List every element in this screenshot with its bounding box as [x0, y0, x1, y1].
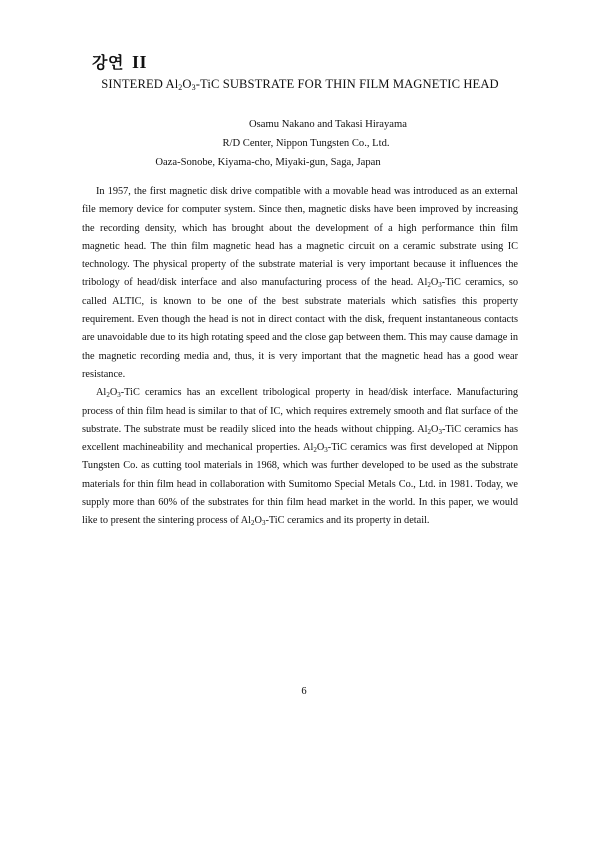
paragraph-text: O	[431, 423, 439, 435]
paragraph-2	[82, 384, 518, 530]
paragraph-text: Al	[96, 387, 107, 399]
paragraph-text: -TiC ceramics and its property in detail.	[265, 515, 430, 527]
subscript: 2	[313, 446, 317, 455]
abstract-body	[82, 183, 518, 531]
author-address: Oaza-Sonobe, Kiyama-cho, Miyaki-gun, Saga, Japan	[155, 157, 381, 168]
paragraph-text: O	[316, 442, 325, 454]
subscript: 3	[117, 391, 121, 400]
title-subscript: 3	[191, 83, 196, 92]
subscript: 3	[324, 446, 328, 455]
paragraph-text: In 1957, the first magnetic disk drive compatible with a movable head was introduced as an external file memory device for computer system. Since then, magnetic disks have been improved by increasing the recording density, which has brought about the development of a high performance thin film magnetic head. The thin film magnetic head has a magnetic circuit on a ceramic substrate using IC technology. The physical property of the substrate material is very important because it influences the tribology of head/disk interface and also manufacturing process of the head. Al	[82, 186, 518, 289]
page-number: 6	[301, 686, 307, 697]
subscript: 3	[438, 281, 442, 290]
subscript: 3	[261, 519, 266, 528]
paragraph-text: O	[430, 277, 439, 289]
subscript: 2	[427, 427, 432, 436]
author-affiliation: R/D Center, Nippon Tungsten Co., Ltd.	[222, 138, 390, 149]
paragraph-text: -TiC ceramics has excellent machineability and mechanical properties. Al	[82, 423, 519, 454]
paragraph-1	[82, 183, 518, 384]
title-text: -TiC SUBSTRATE FOR THIN FILM MAGNETIC HEAD	[195, 77, 499, 91]
lecture-number: II	[132, 52, 148, 72]
title-text: O	[182, 77, 192, 91]
subscript: 3	[438, 427, 442, 436]
title-text: SINTERED Al	[101, 77, 179, 91]
author-names: Osamu Nakano and Takasi Hirayama	[249, 119, 407, 130]
subscript: 2	[106, 391, 110, 400]
subscript: 2	[427, 281, 431, 290]
paragraph-text: -TiC ceramics has an excellent tribological property in head/disk interface. Manufacturing process of thin film head is similar to that of IC, which requires extremely smooth and flat surface of the substrate. The substrate must be readily sliced into the heads without chipping. Al	[82, 387, 518, 435]
title-subscript: 2	[178, 83, 183, 92]
subscript: 2	[251, 519, 255, 528]
paragraph-text: O	[254, 515, 262, 527]
paper-title	[0, 77, 600, 92]
paragraph-text: -TiC ceramics, so called ALTIC, is known to be one of the best substrate materials which satisfies this property requirement. Even though the head is not in direct contact with the disk, frequent instantaneous contacts are unavoidable due to its high rotating speed and the close gap between them. This may cause damage in the magnetic recording media and, thus, it is very important that the magnetic head has a good wear resistance.	[82, 277, 518, 380]
paragraph-text: O	[109, 387, 118, 399]
lecture-label-text: 강연	[92, 53, 124, 72]
lecture-label	[92, 50, 147, 73]
paragraph-text: -TiC ceramics was first developed at Nippon Tungsten Co. as cutting tool materials in 1968, which was further developed to be used as the substrate materials for thin film head in collaboration with Sumitomo Special Metals Co., Ltd. in 1981. Today, we supply more than 60% of the substrates for thin film head market in the world. In this paper, we would like to present the sintering process of Al	[82, 442, 518, 527]
